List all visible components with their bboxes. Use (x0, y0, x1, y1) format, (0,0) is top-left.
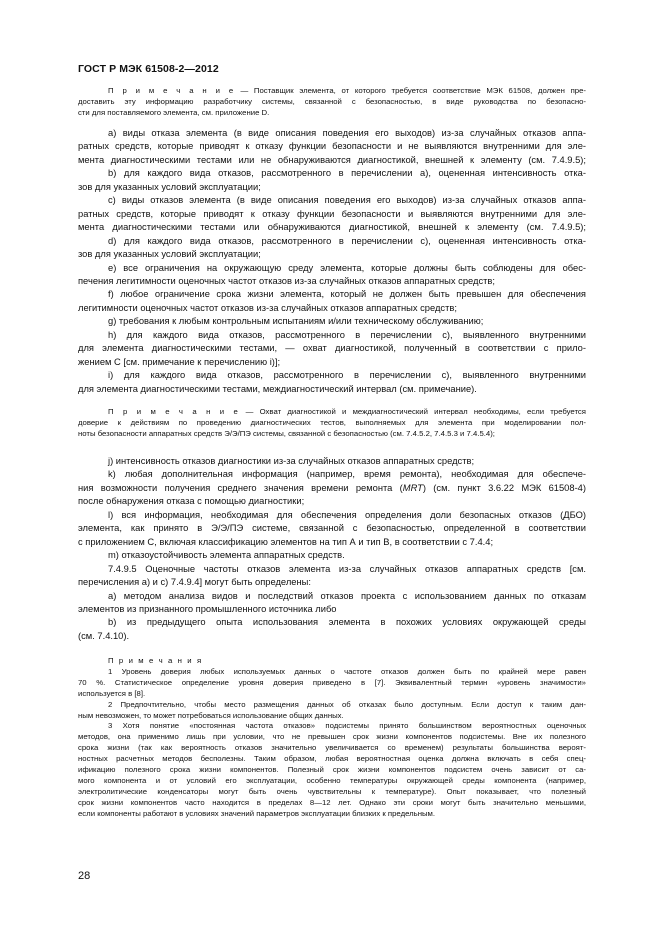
text-line: зов для указанных условий эксплуатации; (78, 249, 261, 260)
text-line: (см. 7.4.10). (78, 630, 130, 641)
text-line: для элемента диагностическими тестами, — охват диагностикой, полученный в соответствии с прило- (78, 343, 586, 354)
note-line: ификацию полезного срока жизни компонентов. Полезный срок жизни компонентов подсистем очень зависит от са- (78, 765, 586, 775)
requirements-list-2 (78, 455, 586, 643)
note-line: ным невозможен, то может потребоваться использование общих данных. (78, 710, 344, 720)
note-line: П р и м е ч а н и е — Охват диагностикой и междиагностический интервал необходимы, если требуется (108, 407, 586, 416)
note-line: П р и м е ч а н и е — Поставщик элемента, от которого требуется соответствие МЭК 61508, должен пре- (108, 86, 586, 95)
note-line: 70 %. Статистическое определение уровня доверия приведено в [7]. Эквивалентный термин «уровень значимости» (78, 677, 586, 687)
text-line: ния возможности получения среднего значения времени ремонта (MRT) (см. пункт 3.6.22 МЭК 61508-4) (78, 482, 586, 493)
note-label: П р и м е ч а н и е (108, 86, 235, 95)
text-line: перечисления а) и с) 7.4.9.4] могут быть определены: (78, 577, 311, 588)
mrt-abbreviation: MRT (402, 482, 423, 493)
note-line: мого компонента и от условий его эксплуатации, особенно температуры окружающей среды компонента (например, (78, 775, 586, 785)
list-item: d) для каждого вида отказов, рассмотренного в перечислении с), оцененная интенсивность отка- (108, 235, 586, 246)
list-item: b) для каждого вида отказов, рассмотренного в перечислении а), оцененная интенсивность отка- (108, 168, 586, 179)
list-item: с) виды отказов элемента (в виде описания поведения его выходов) из-за случайных отказов аппа- (108, 195, 586, 206)
list-item: g) требования к любым контрольным испытаниям и/или техническому обслуживанию; (108, 316, 484, 327)
note-line: 1 Уровень доверия любых используемых данных о частоте отказов должен быть по крайней мере равен (108, 666, 586, 676)
note-line: электролитические конденсаторы могут быть очень чувствительны к температуре). Опыт показывает, что полезный (78, 786, 586, 796)
note-line: методов, она применимо лишь при условии, что не превышен срок жизни компонентов подсистемы. Вне их полезного (78, 732, 586, 742)
note-line: ностных расчетных методов бесполезны. Таким образом, любая вероятностная оценка должна включать в себя спец- (78, 754, 586, 764)
list-item: b) из предыдущего опыта использования элемента в похожих условиях окружающей среды (108, 617, 586, 628)
text-line: для элемента диагностическими тестами, междиагностический интервал (см. примечание). (78, 383, 477, 394)
list-item: k) любая дополнительная информация (например, время ремонта), необходимая для обеспече- (108, 469, 586, 480)
note-line: используется в [8]. (78, 688, 146, 698)
notes-3 (78, 656, 586, 820)
text-line: мента диагностическими тестами или обнаруживаются диагностикой, внешней к элементу (см. 7.4.9.5); (78, 222, 586, 233)
list-item: j) интенсивность отказов диагностики из-за случайных отказов аппаратных средств; (108, 456, 475, 466)
note-label: П р и м е ч а н и е (108, 407, 240, 416)
text-line: элементов из признанного промышленного источника либо (78, 603, 337, 614)
list-item: f) любое ограничение срока жизни элемента, который не должен быть превышен для обеспечения (108, 289, 586, 300)
clause-7-4-9-5: 7.4.9.5 Оценочные частоты отказов элемента из-за случайных отказов аппаратных средств [см. (108, 563, 586, 574)
text-line: ратных средств, которые приводят к отказу функции безопасности и не выявляются внутренними для эле- (78, 141, 586, 152)
requirements-list-1 (78, 127, 586, 396)
document-header: ГОСТ Р МЭК 61508-2—2012 (78, 63, 219, 75)
list-item: i) для каждого вида отказов, рассмотренного в перечислении с), выявленного внутренними (108, 370, 586, 381)
list-item: е) все ограничения на окружающую среду элемента, которые должны быть соблюдены для обес- (108, 262, 586, 273)
text-line: элемента, как принято в Э/Э/ПЭ системе, связанной с безопасностью, определенной в соответствии (78, 523, 586, 534)
list-item: а) методом анализа видов и последствий отказов проекта с использованием данных по отказам (108, 590, 586, 601)
text-line: с приложением С, включая классификацию элементов на тип А и тип В, в соответствии с 7.4.4; (78, 536, 494, 547)
note-line: если компоненты работают в условиях значений параметров эксплуатации близких к предельным. (78, 808, 436, 818)
text-line: зов для указанных условий эксплуатации; (78, 181, 261, 192)
note-2 (78, 407, 586, 440)
note-line: срок жизни компонентов часто находится в пределах 8—12 лет. Однако эти сроки могут быть значительно меньшими, (78, 797, 586, 807)
note-1 (78, 86, 586, 119)
list-item: l) вся информация, необходимая для обеспечения определения доли безопасных отказов (ДБО) (108, 509, 586, 520)
list-item: m) отказоустойчивость элемента аппаратных средств. (108, 550, 345, 561)
notes-label: П р и м е ч а н и я (108, 656, 203, 665)
note-line: 3 Хотя понятие «постоянная частота отказов» подсистемы принято большинством вероятностных оценочных (108, 721, 586, 731)
note-line: доставить эту информацию разработчику системы, связанной с безопасностью, в виде руководства по безопасно- (78, 96, 586, 106)
text-line: мента диагностическими тестами или не обнаруживаются диагностикой, внешней к элементу (см. 7.4.9.5); (78, 154, 586, 165)
note-line: ноты безопасности аппаратных средств Э/Э/ПЭ системы, связанной с безопасностью (см. 7.4.5.2, 7.4.5.3 и 7.4.5.4); (78, 428, 495, 438)
list-item: h) для каждого вида отказов, рассмотренного в перечислении с), выявленного внутренними (108, 329, 586, 340)
text-line: ратных средств, которые приводят к отказу функции безопасности и выявляются внутренними для эле- (78, 208, 586, 219)
note-line: 2 Предпочтительно, чтобы место размещения данных об отказах было доступным. Если доступ к таким дан- (108, 699, 586, 709)
text-line: печения легитимности оценочных частот отказов из-за случайных отказов аппаратных средств; (78, 275, 495, 286)
note-line: срока жизни (так как вероятность отказов значительно увеличивается со временем) результаты большинства вероят- (78, 743, 586, 753)
list-item: а) виды отказа элемента (в виде описания поведения его выходов) из-за случайных отказов аппа- (108, 128, 586, 138)
text-line: после обнаружения отказа с помощью диагностики; (78, 496, 305, 507)
note-line: сти для поставляемого элемента, см. приложение D. (78, 107, 270, 117)
text-line: жением С [см. примечание к перечислению i)]; (78, 356, 281, 367)
note-line: доверие к действиям по проведению диагностических тестов, выполняемых для элемента при моделировании пол- (78, 417, 586, 427)
page-number: 28 (78, 870, 91, 882)
text-line: легитимности оценочных частот отказов из-за случайных отказов аппаратных средств; (78, 302, 457, 313)
